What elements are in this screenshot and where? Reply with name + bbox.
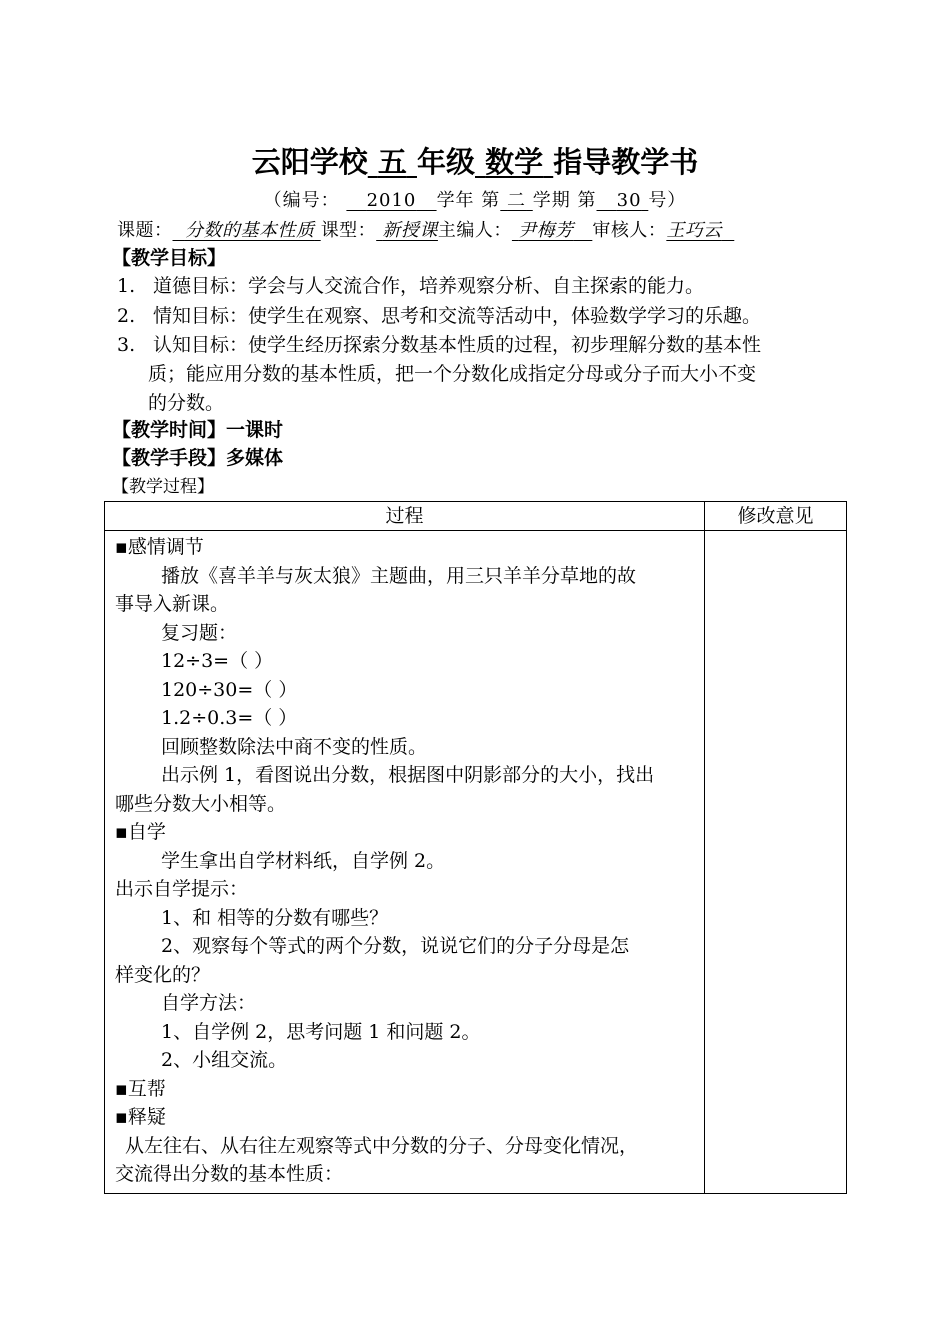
text-line: 复习题： (161, 621, 238, 644)
section-label: ▪互帮 (115, 1077, 166, 1100)
objective-item (117, 331, 847, 418)
review-question: 12÷3=（ ） (161, 650, 274, 672)
text-line: 样变化的？ (115, 963, 211, 986)
section-label: ▪感情调节 (115, 536, 204, 558)
serial-open: （编号： (263, 190, 340, 211)
objective-text: 情知目标：使学生在观察、思考和交流等活动中，体验数学学习的乐趣。 (153, 305, 762, 327)
section-label: ▪自学 (115, 821, 166, 843)
review-question: 1.2÷0.3=（ ） (161, 707, 298, 729)
teaching-means: 【教学手段】多媒体 (112, 447, 284, 469)
subject-value: 数学 (485, 145, 544, 179)
text-line: 自学方法： (161, 992, 257, 1014)
col-comments-header: 修改意见 (705, 502, 847, 531)
reviewer-label: 审核人： (592, 220, 667, 241)
text-line: 交流得出分数的基本性质： (115, 1163, 344, 1185)
topic-value: 分数的基本性质 (184, 220, 315, 241)
grade-label: 年级 (416, 145, 475, 179)
objective-number: 2. (117, 305, 136, 327)
serial-year: 2010 (366, 190, 417, 211)
objective-number: 1. (117, 275, 136, 297)
process-cell (105, 531, 705, 1194)
course-info-line (117, 218, 734, 244)
serial-number: 30 (616, 190, 642, 211)
teaching-time: 【教学时间】一课时 (112, 419, 284, 441)
objectives-heading: 【教学目标】 (112, 247, 227, 269)
editor-label: 主编人： (437, 220, 512, 241)
serial-close: 号） (648, 190, 687, 211)
type-label: 课型： (320, 220, 377, 241)
table-header-row (105, 502, 847, 531)
objective-item (117, 302, 847, 331)
section-label: ▪释疑 (115, 1106, 166, 1128)
objective-number: 3. (117, 334, 136, 356)
text-line: 2、观察每个等式的两个分数，说说它们的分子分母是怎 (161, 935, 630, 957)
book-label: 指导教学书 (553, 145, 699, 179)
type-value: 新授课 (382, 220, 438, 241)
text-line: 播放《喜羊羊与灰太狼》主题曲，用三只羊羊分草地的故 (161, 564, 637, 587)
school-name: 云阳学校 (251, 145, 368, 179)
reviewer-value: 王巧云 (666, 220, 722, 241)
objective-text: 认知目标：使学生经历探索分数基本性质的过程，初步理解分数的基本性 (153, 334, 762, 356)
serial-term: 二 (507, 190, 527, 211)
text-line: 从左往右、从右往左观察等式中分数的分子、分母变化情况， (125, 1134, 639, 1157)
text-line: 1、自学例 2，思考问题 1 和问题 2。 (161, 1020, 481, 1043)
comments-cell (705, 531, 847, 1194)
col-process-header: 过程 (105, 502, 705, 531)
text-line: 2、小组交流。 (161, 1049, 288, 1071)
document-title (0, 142, 950, 182)
grade-value: 五 (377, 145, 407, 179)
text-line: 出示例 1，看图说出分数，根据图中阴影部分的大小，找出 (161, 764, 655, 786)
text-line: 回顾整数除法中商不变的性质。 (161, 735, 428, 758)
serial-year-label: 学年 第 (436, 190, 501, 211)
serial-line (0, 188, 950, 214)
text-line: 学生拿出自学材料纸，自学例 2。 (161, 849, 446, 872)
process-table (104, 501, 847, 1194)
table-row (105, 531, 847, 1194)
objective-text: 道德目标：学会与人交流合作，培养观察分析、自主探索的能力。 (153, 275, 705, 297)
process-heading: 【教学过程】 (112, 477, 214, 497)
editor-value: 尹梅芳 (518, 220, 574, 241)
topic-label: 课题： (117, 220, 173, 241)
text-line: 哪些分数大小相等。 (115, 792, 287, 815)
text-line: 1、和 相等的分数有哪些？ (161, 906, 389, 929)
text-line: 出示自学提示： (115, 878, 249, 900)
serial-term-label: 学期 第 (532, 190, 597, 211)
text-line: 事导入新课。 (115, 593, 230, 615)
review-question: 120÷30=（ ） (161, 678, 298, 701)
objective-text-cont: 质；能应用分数的基本性质，把一个分数化成指定分母或分子而大小不变 (148, 363, 757, 385)
objective-text-cont: 的分数。 (148, 392, 225, 414)
objective-item (117, 272, 847, 301)
